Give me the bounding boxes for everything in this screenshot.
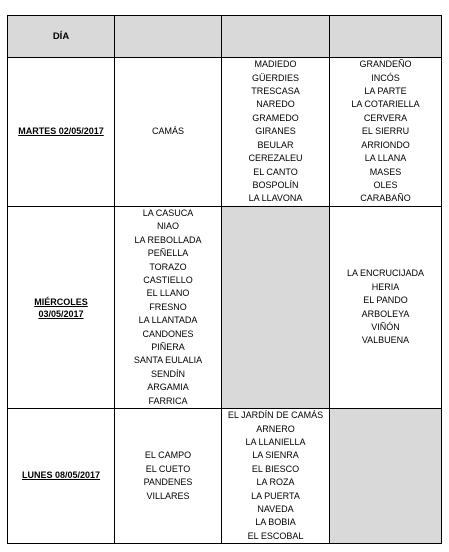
date-cell — [8, 207, 115, 409]
location-item: EL ESCOBAL — [247, 530, 304, 541]
location-list — [222, 409, 330, 544]
location-item: ARGAMIA — [147, 382, 189, 393]
location-item: MADIEDO — [254, 59, 297, 70]
location-item: NAVEDA — [257, 503, 294, 514]
location-item: EL BIESCO — [251, 463, 300, 474]
schedule-table — [7, 15, 442, 544]
location-list — [115, 409, 222, 544]
location-item: EL LLANO — [146, 288, 190, 299]
location-item: EL CUETO — [145, 463, 191, 474]
location-item: CANDONES — [142, 328, 194, 339]
date-cell — [8, 409, 115, 544]
location-list — [222, 58, 330, 207]
location-item: PIÑERA — [151, 342, 185, 353]
date-label-line2: 03/05/2017 — [38, 308, 84, 319]
header-empty-cell — [115, 16, 222, 58]
location-list — [330, 207, 442, 409]
location-item: EL PANDO — [363, 295, 408, 306]
header-row — [8, 16, 442, 58]
location-item: NIAO — [156, 221, 179, 232]
location-item: LA CASUCA — [142, 208, 194, 218]
location-item: LA BOBIA — [255, 517, 296, 528]
location-item: LA LLAVONA — [248, 193, 303, 204]
empty-shaded-cell — [222, 207, 330, 409]
location-item: LA ENCRUCIJADA — [346, 268, 425, 279]
location-item: LA PUERTA — [251, 490, 300, 501]
location-item: OLES — [373, 179, 398, 190]
location-item: PANDENES — [143, 477, 193, 488]
location-item: CARABAÑO — [360, 193, 411, 204]
header-day-cell — [8, 16, 115, 58]
location-item: LA LLANTADA — [138, 315, 198, 326]
location-item: EL CANTO — [253, 166, 298, 177]
location-item: LA COTARIELLA — [351, 99, 420, 110]
location-item: PEÑELLA — [147, 248, 189, 259]
location-list — [115, 58, 222, 207]
location-item: VIÑÓN — [371, 321, 400, 332]
table-row — [8, 207, 442, 409]
location-item: BEULAR — [257, 139, 294, 150]
location-item: ARBOLEYA — [361, 308, 410, 319]
location-item: SANTA EULALIA — [133, 355, 203, 366]
location-item: ARRIONDO — [361, 139, 410, 150]
date-label: MARTES 02/05/2017 — [18, 126, 104, 137]
location-item: MASES — [369, 166, 402, 177]
location-item: GIRANES — [255, 126, 296, 137]
location-item: TORAZO — [149, 261, 187, 272]
date-label: LUNES 08/05/2017 — [21, 470, 101, 481]
location-item: EL CAMPO — [144, 450, 192, 461]
location-item: LA SIENRA — [252, 450, 299, 461]
header-empty-cell — [222, 16, 330, 58]
location-item: VALBUENA — [361, 335, 410, 346]
location-item: LA PARTE — [364, 86, 407, 97]
location-item: GRANDEÑO — [359, 59, 412, 70]
location-list — [330, 58, 442, 207]
location-item: FARRICA — [148, 395, 188, 406]
location-item: CERVERA — [363, 112, 408, 123]
location-item: INCÓS — [371, 72, 400, 83]
header-day-label: DÍA — [52, 30, 70, 42]
table-row — [8, 409, 442, 544]
location-item: LA LLANA — [364, 153, 407, 164]
location-item: LA LLANIELLA — [245, 436, 306, 447]
location-item: FRESNO — [149, 301, 187, 312]
empty-shaded-cell — [330, 409, 442, 544]
location-item: VILLARES — [146, 490, 190, 501]
location-item: CAMÁS — [151, 126, 184, 137]
location-list — [115, 207, 222, 409]
location-item: ARNERO — [256, 423, 295, 434]
location-item: SENDÍN — [150, 368, 185, 379]
location-item: HERIA — [371, 281, 400, 292]
location-item: CEREZALEU — [248, 153, 303, 164]
location-item: GRAMEDO — [252, 112, 299, 123]
location-item: CASTIELLO — [143, 275, 193, 286]
header-empty-cell — [330, 16, 442, 58]
location-item: EL SIERRU — [361, 126, 410, 137]
location-item: LA ROZA — [256, 477, 295, 488]
date-cell — [8, 58, 115, 207]
table-row — [8, 58, 442, 207]
location-item: LA REBOLLADA — [134, 234, 202, 245]
location-item: BOSPOLÍN — [252, 179, 299, 190]
location-item: TRESCASA — [251, 86, 300, 97]
date-label-line1: MIÉRCOLES — [34, 296, 88, 307]
location-item: EL JARDÍN DE CAMÁS — [227, 410, 324, 421]
location-item: GÜERDIES — [251, 72, 299, 83]
location-item: NAREDO — [256, 99, 295, 110]
